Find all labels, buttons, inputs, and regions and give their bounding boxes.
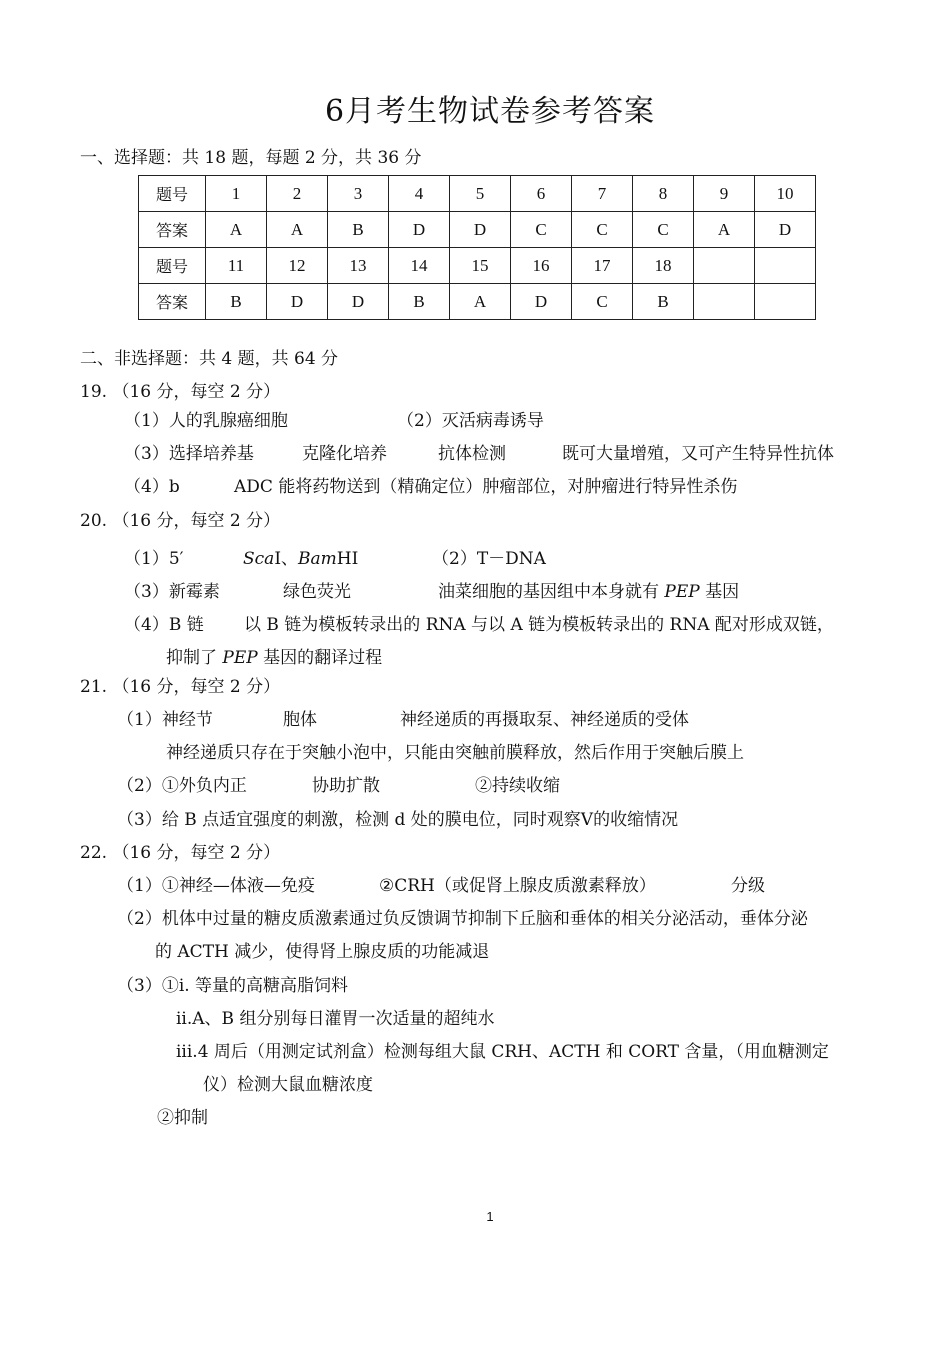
q20-answer-3b: 绿色荧光 (283, 582, 351, 602)
table-cell: C (633, 212, 694, 248)
table-cell: 2 (267, 176, 328, 212)
q19-answer-3a: （3）选择培养基 (124, 444, 254, 464)
q20-line3 (124, 613, 834, 637)
table-cell: B (206, 284, 267, 320)
q22-line6: iii.4 周后（用测定试剂盒）检测每组大鼠 CRH、ACTH 和 CORT 含量，（用血糖测定 (176, 1042, 829, 1062)
q22-line5: ii.A、B 组分别每日灌胃一次适量的超纯水 (176, 1009, 495, 1029)
q20-3c-post: 基因 (699, 582, 740, 602)
q19-heading: 19. （16 分，每空 2 分） (80, 382, 281, 402)
table-cell: 7 (572, 176, 633, 212)
q22-line1 (117, 874, 765, 898)
q20-bam-text: Bam (298, 549, 337, 569)
table-cell: D (755, 212, 816, 248)
table-cell: 10 (755, 176, 816, 212)
row-label: 答案 (139, 212, 206, 248)
q20-line2 (124, 580, 740, 604)
table-cell: B (328, 212, 389, 248)
table-cell (694, 248, 755, 284)
q20-answer-3a: （3）新霉素 (124, 582, 220, 602)
q21-answer-2b: 协助扩散 (312, 776, 380, 796)
q19-answer-4b: ADC 能将药物送到（精确定位）肿瘤部位，对肿瘤进行特异性杀伤 (234, 477, 738, 497)
q19-answer-4a: （4）b (124, 477, 180, 497)
table-row (139, 176, 816, 212)
table-cell (755, 284, 816, 320)
q21-line3 (117, 774, 560, 798)
table-row (139, 248, 816, 284)
table-cell: 9 (694, 176, 755, 212)
q22-answer-1c: 分级 (731, 876, 765, 896)
table-cell: 15 (450, 248, 511, 284)
q20-3c-pep: PEP (664, 582, 700, 602)
q19-answer-3d: 既可大量增殖，又可产生特异性抗体 (562, 444, 834, 464)
q20-heading: 20. （16 分，每空 2 分） (80, 511, 281, 531)
q22-line7: 仪）检测大鼠血糖浓度 (203, 1075, 373, 1095)
table-row (139, 212, 816, 248)
q21-answer-1c: 神经递质的再摄取泵、神经递质的受体 (400, 710, 689, 730)
q21-answer-2c: ②持续收缩 (475, 776, 560, 796)
q22-line3: 的 ACTH 减少，使得肾上腺皮质的功能减退 (155, 942, 490, 962)
q20-4-pep: PEP (222, 648, 258, 668)
table-cell: D (328, 284, 389, 320)
q22-line2: （2）机体中过量的糖皮质激素通过负反馈调节抑制下丘脑和垂体的相关分泌活动，垂体分泌 (117, 909, 808, 929)
table-cell: 17 (572, 248, 633, 284)
table-cell: C (572, 212, 633, 248)
q19-answer-1: （1）人的乳腺癌细胞 (124, 411, 288, 431)
q19-answer-3b: 克隆化培养 (302, 444, 387, 464)
section1-heading: 一、选择题：共 18 题，每题 2 分，共 36 分 (80, 148, 422, 168)
q20-answer-4a: （4）B 链 (124, 615, 204, 635)
table-cell: D (389, 212, 450, 248)
table-row (139, 284, 816, 320)
table-cell (694, 284, 755, 320)
q21-line2: 神经递质只存在于突触小泡中，只能由突触前膜释放，然后作用于突触后膜上 (166, 743, 744, 763)
table-cell: 3 (328, 176, 389, 212)
q20-answer-1a: （1）5′ (124, 549, 184, 569)
q22-heading: 22. （16 分，每空 2 分） (80, 843, 281, 863)
table-cell: 6 (511, 176, 572, 212)
table-cell: 4 (389, 176, 450, 212)
q20-sca-suffix: Ⅰ、 (274, 549, 299, 569)
table-cell: 8 (633, 176, 694, 212)
q19-answer-3c: 抗体检测 (438, 444, 506, 464)
answer-table (138, 175, 816, 320)
table-cell: 12 (267, 248, 328, 284)
q20-line1 (124, 547, 546, 571)
table-cell: A (450, 284, 511, 320)
table-cell: C (572, 284, 633, 320)
q20-bam-suffix: HⅠ (336, 549, 359, 569)
q21-heading: 21. （16 分，每空 2 分） (80, 677, 281, 697)
q21-line4: （3）给 B 点适宜强度的刺激，检测 d 处的膜电位，同时观察Ⅴ的收缩情况 (117, 810, 679, 830)
q19-answer-2: （2）灭活病毒诱导 (397, 411, 544, 431)
table-cell: 18 (633, 248, 694, 284)
table-cell: B (389, 284, 450, 320)
q19-line1 (124, 409, 544, 433)
table-cell: A (206, 212, 267, 248)
q21-answer-2a: （2）①外负内正 (117, 776, 247, 796)
row-label: 答案 (139, 284, 206, 320)
section2-heading: 二、非选择题：共 4 题，共 64 分 (80, 349, 339, 369)
q22-answer-1a: （1）①神经—体液—免疫 (117, 876, 315, 896)
row-label: 题号 (139, 176, 206, 212)
table-cell: 5 (450, 176, 511, 212)
table-cell: A (694, 212, 755, 248)
table-cell: 13 (328, 248, 389, 284)
page-title: 6月考生物试卷参考答案 (324, 94, 656, 129)
q20-answer-2: （2）T－DNA (432, 549, 546, 569)
q22-line4: （3）①i. 等量的高糖高脂饲料 (117, 976, 349, 996)
table-cell: C (511, 212, 572, 248)
table-cell (755, 248, 816, 284)
table-cell: D (267, 284, 328, 320)
table-cell: D (511, 284, 572, 320)
q20-3c-pre: 油菜细胞的基因组中本身就有 (438, 582, 665, 602)
q21-line1 (117, 708, 689, 732)
table-cell: B (633, 284, 694, 320)
q20-answer-3c (438, 580, 739, 604)
q20-line4 (166, 646, 382, 670)
table-cell: 11 (206, 248, 267, 284)
q21-answer-1a: （1）神经节 (117, 710, 213, 730)
q19-line3 (124, 475, 738, 499)
q20-4-pre: 抑制了 (166, 648, 223, 668)
q22-line8: ②抑制 (157, 1108, 208, 1128)
q21-answer-1b: 胞体 (283, 710, 317, 730)
q20-4-post: 基因的翻译过程 (257, 648, 383, 668)
table-cell: 16 (511, 248, 572, 284)
q20-sca-text: Sca (243, 549, 275, 569)
row-label: 题号 (139, 248, 206, 284)
page-number: 1 (486, 1209, 494, 1224)
q20-answer-4b: 以 B 链为模板转录出的 RNA 与以 A 链为模板转录出的 RNA 配对形成双链， (244, 615, 834, 635)
table-cell: D (450, 212, 511, 248)
q19-line2 (124, 442, 834, 466)
table-cell: 1 (206, 176, 267, 212)
table-cell: A (267, 212, 328, 248)
table-cell: 14 (389, 248, 450, 284)
q20-answer-1b (243, 547, 358, 571)
q22-answer-1b: ②CRH（或促肾上腺皮质激素释放） (379, 876, 656, 896)
